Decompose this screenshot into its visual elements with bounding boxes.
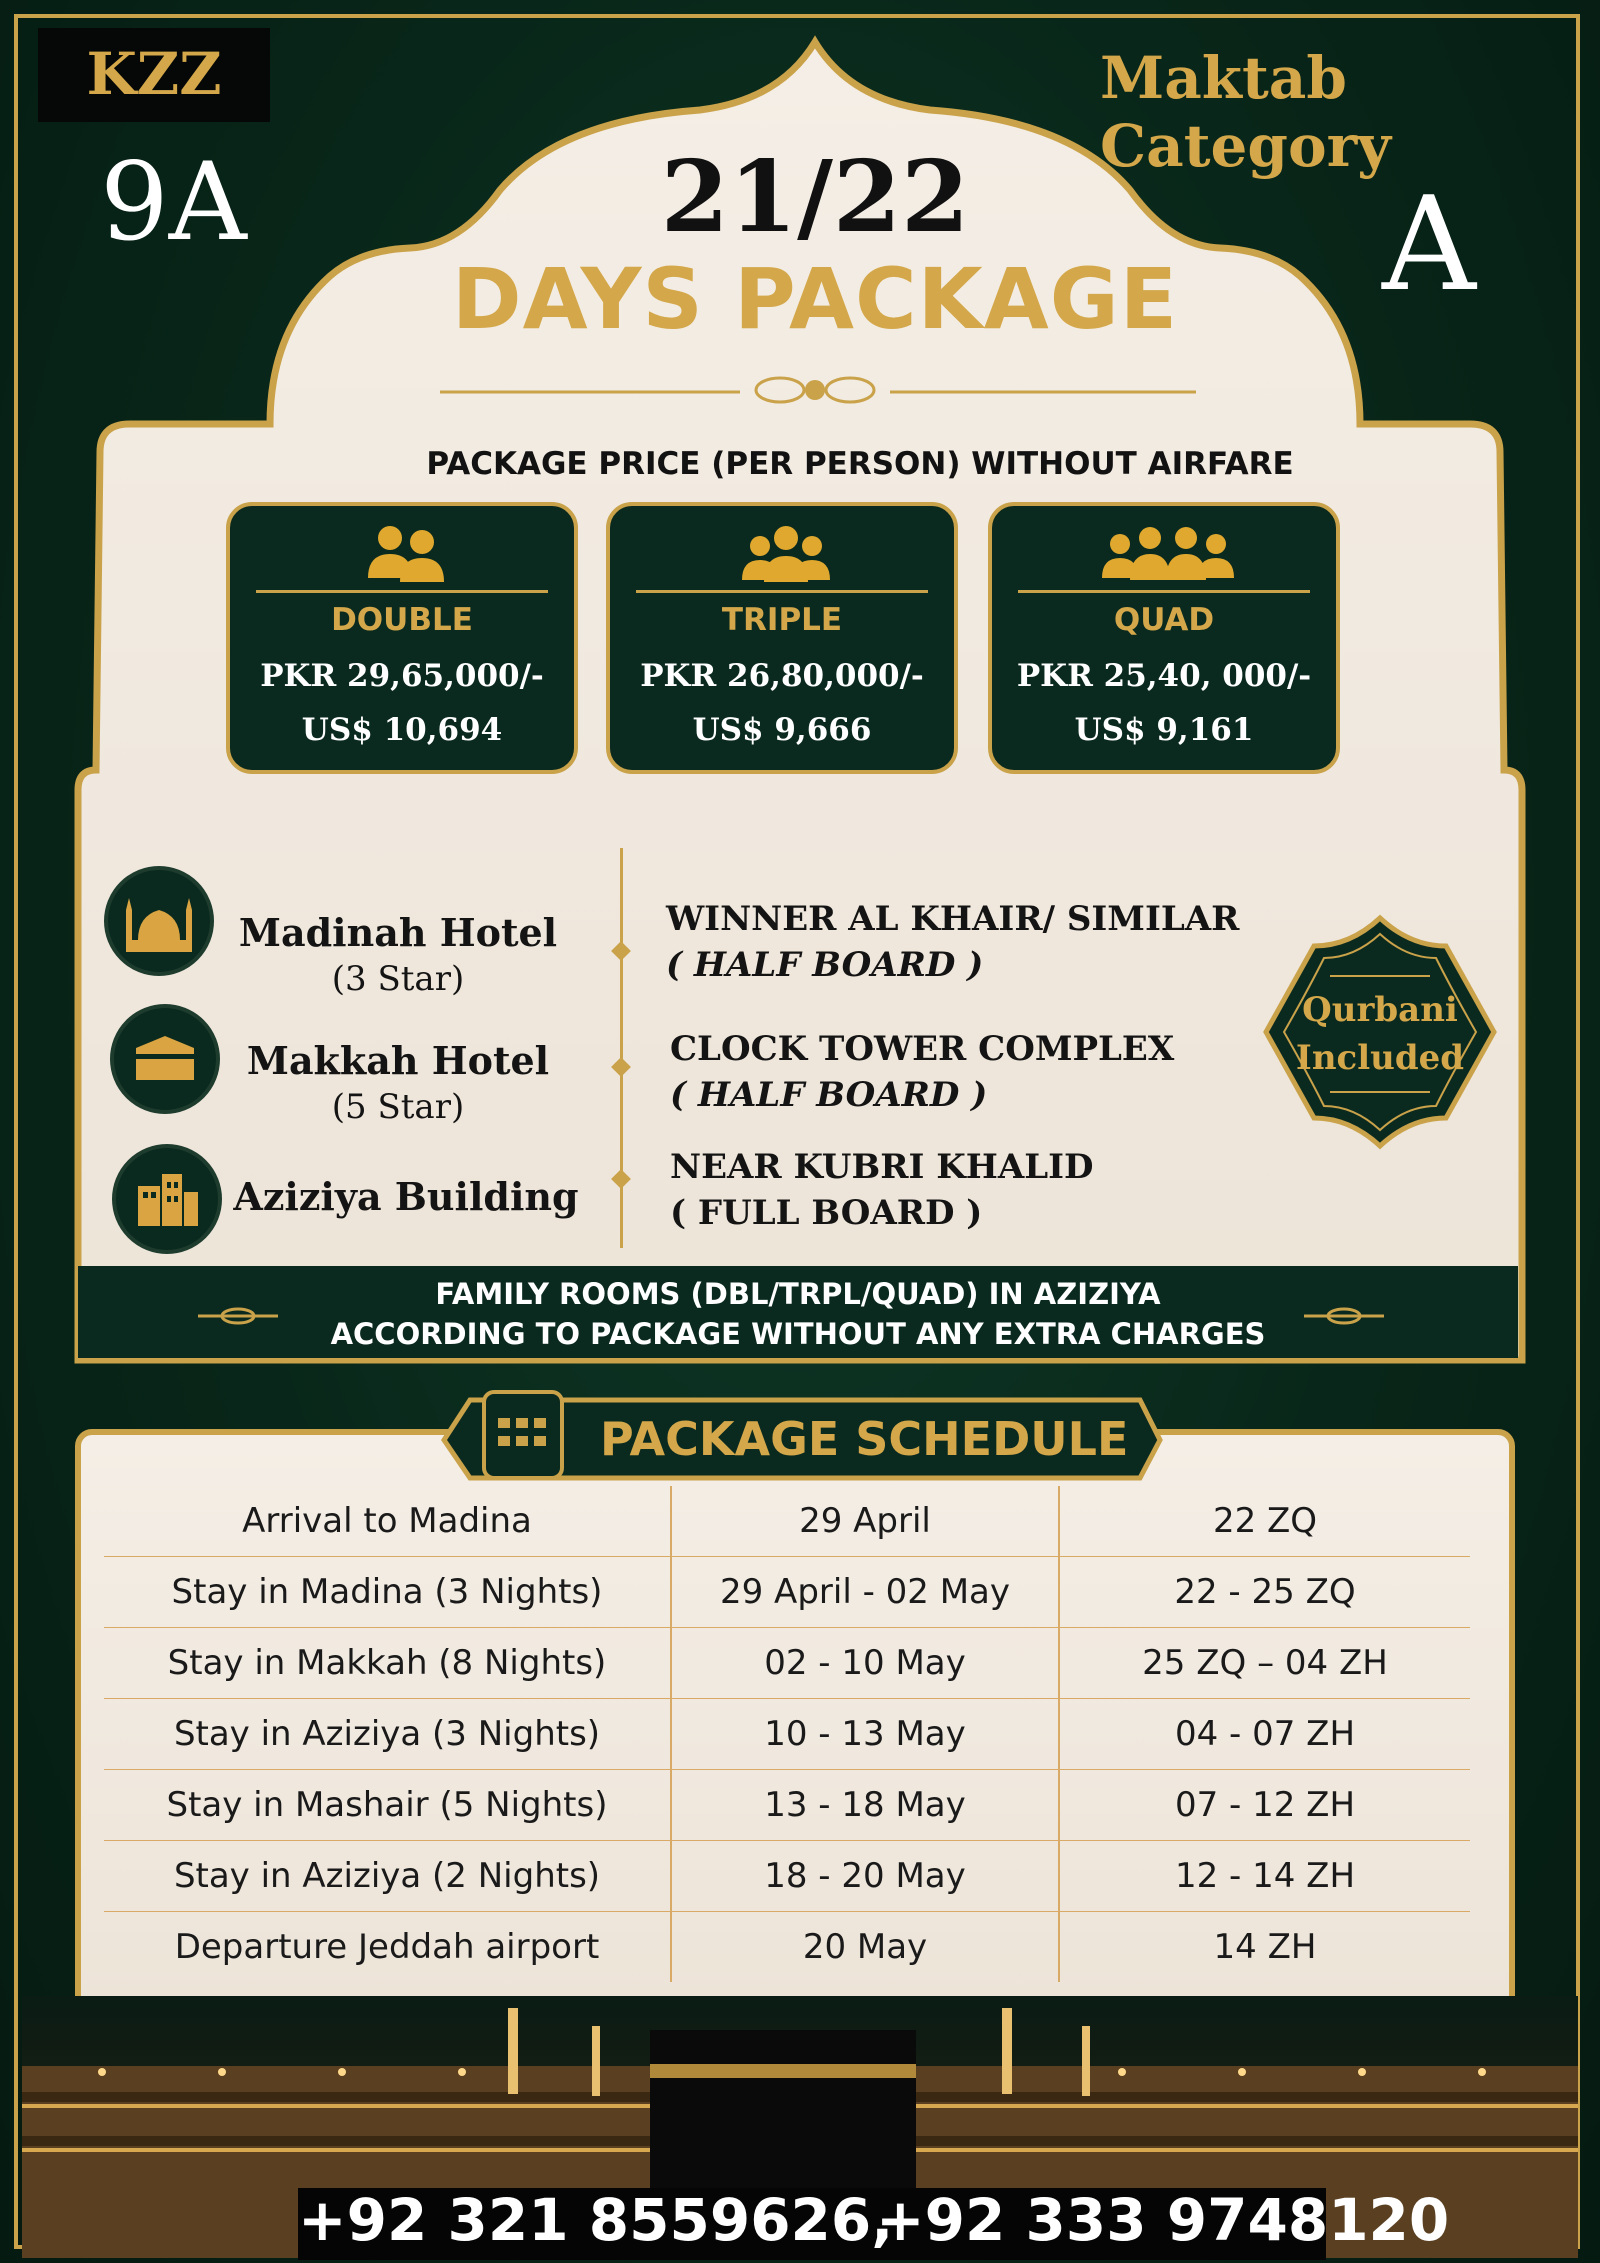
phone-number-1[interactable]: +92 321 8559626, xyxy=(298,2186,894,2254)
schedule-date-hijri: 22 ZQ xyxy=(1059,1486,1470,1557)
kaaba-icon xyxy=(110,1004,220,1114)
schedule-date-gregorian: 29 April xyxy=(671,1486,1059,1557)
schedule-row xyxy=(104,1557,1470,1628)
family-rooms-note xyxy=(78,1274,1518,1354)
hotel-detail: CLOCK TOWER COMPLEX xyxy=(670,1029,1175,1069)
price-pkr: PKR 26,80,000/- xyxy=(640,658,924,694)
phone-number-2[interactable]: +92 333 9748120 xyxy=(876,2186,1450,2254)
two-people-icon xyxy=(230,518,582,586)
schedule-row xyxy=(104,1628,1470,1699)
room-type-label: QUAD xyxy=(1113,602,1215,638)
schedule-row xyxy=(104,1699,1470,1770)
schedule-table xyxy=(104,1486,1470,1982)
three-people-icon xyxy=(610,518,962,586)
schedule-activity: Stay in Aziziya (2 Nights) xyxy=(104,1841,671,1912)
schedule-activity: Stay in Madina (3 Nights) xyxy=(104,1557,671,1628)
schedule-row xyxy=(104,1486,1470,1557)
price-heading: PACKAGE PRICE (PER PERSON) WITHOUT AIRFARE xyxy=(426,446,1294,482)
price-card-triple xyxy=(606,502,958,774)
schedule-date-gregorian: 13 - 18 May xyxy=(671,1770,1059,1841)
hotel-detail: WINNER AL KHAIR/ SIMILAR xyxy=(666,899,1240,939)
qurbani-badge-text xyxy=(1260,986,1500,1082)
mosque-icon xyxy=(104,866,214,976)
price-pkr: PKR 25,40, 000/- xyxy=(1016,658,1312,694)
room-type-label: TRIPLE xyxy=(721,602,843,638)
card-divider xyxy=(636,590,928,593)
package-title: DAYS PACKAGE xyxy=(451,250,1179,348)
hotel-detail: NEAR KUBRI KHALID xyxy=(670,1147,1094,1187)
schedule-date-gregorian: 02 - 10 May xyxy=(671,1628,1059,1699)
makkah-hotel-name xyxy=(218,1038,578,1130)
schedule-activity: Stay in Makkah (8 Nights) xyxy=(104,1628,671,1699)
price-usd: US$ 9,666 xyxy=(692,712,872,748)
brand-label: KZZ xyxy=(86,40,222,108)
schedule-row xyxy=(104,1912,1470,1983)
hotel-name: Aziziya Building xyxy=(233,1174,579,1219)
schedule-activity: Stay in Aziziya (3 Nights) xyxy=(104,1699,671,1770)
schedule-date-hijri: 14 ZH xyxy=(1213,1927,1317,1967)
aziziya-building-detail xyxy=(670,1144,1094,1236)
schedule-date-gregorian: 20 May xyxy=(671,1912,1059,1983)
schedule-date-hijri: 12 - 14 ZH xyxy=(1059,1841,1470,1912)
hotel-name: Makkah Hotel xyxy=(246,1038,550,1083)
price-usd: US$ 9,161 xyxy=(1074,712,1254,748)
hotel-stars: (5 Star) xyxy=(331,1087,465,1127)
madinah-hotel-name xyxy=(218,910,578,1002)
price-pkr: PKR 29,65,000/- xyxy=(260,658,544,694)
schedule-date-hijri: 25 ZQ – 04 ZH xyxy=(1059,1628,1470,1699)
schedule-date-gregorian: 29 April - 02 May xyxy=(671,1557,1059,1628)
four-people-icon xyxy=(992,518,1344,586)
price-card-double xyxy=(226,502,578,774)
badge-line-2: Included xyxy=(1295,1038,1465,1078)
price-usd: US$ 10,694 xyxy=(301,712,503,748)
aziziya-building-name xyxy=(226,1174,586,1220)
schedule-date-hijri: 22 - 25 ZQ xyxy=(1059,1557,1470,1628)
maktab-category-label: Maktab Category xyxy=(1100,44,1391,180)
schedule-activity: Stay in Mashair (5 Nights) xyxy=(104,1770,671,1841)
card-divider xyxy=(256,590,548,593)
schedule-row xyxy=(104,1841,1470,1912)
schedule-date-gregorian: 10 - 13 May xyxy=(671,1699,1059,1770)
hotel-stars: (3 Star) xyxy=(331,959,465,999)
schedule-date-hijri: 07 - 12 ZH xyxy=(1059,1770,1470,1841)
board-type: ( HALF BOARD ) xyxy=(670,1075,988,1115)
schedule-activity: Arrival to Madina xyxy=(104,1486,671,1557)
price-card-quad xyxy=(988,502,1340,774)
board-type: ( HALF BOARD ) xyxy=(666,945,984,985)
badge-line-1: Qurbani xyxy=(1302,990,1458,1030)
days-count: 21/22 xyxy=(660,140,970,255)
maktab-category-value: A xyxy=(1382,168,1476,320)
schedule-title: PACKAGE SCHEDULE xyxy=(600,1412,1129,1466)
room-type-label: DOUBLE xyxy=(331,602,473,638)
schedule-date-gregorian: 18 - 20 May xyxy=(671,1841,1059,1912)
building-icon xyxy=(112,1144,222,1254)
schedule-date-hijri: 04 - 07 ZH xyxy=(1059,1699,1470,1770)
makkah-hotel-detail xyxy=(670,1026,1174,1118)
board-type: ( FULL BOARD ) xyxy=(670,1193,983,1233)
hotel-name: Madinah Hotel xyxy=(238,910,558,955)
schedule-activity: Departure Jeddah airport xyxy=(104,1912,671,1983)
card-divider xyxy=(1018,590,1310,593)
package-code: 9A xyxy=(100,140,247,265)
madinah-hotel-detail xyxy=(666,896,1239,988)
family-note-line-1: FAMILY ROOMS (DBL/TRPL/QUAD) IN AZIZIYA xyxy=(435,1277,1161,1311)
schedule-row xyxy=(104,1770,1470,1841)
family-note-line-2: ACCORDING TO PACKAGE WITHOUT ANY EXTRA CHARGES xyxy=(330,1317,1266,1351)
